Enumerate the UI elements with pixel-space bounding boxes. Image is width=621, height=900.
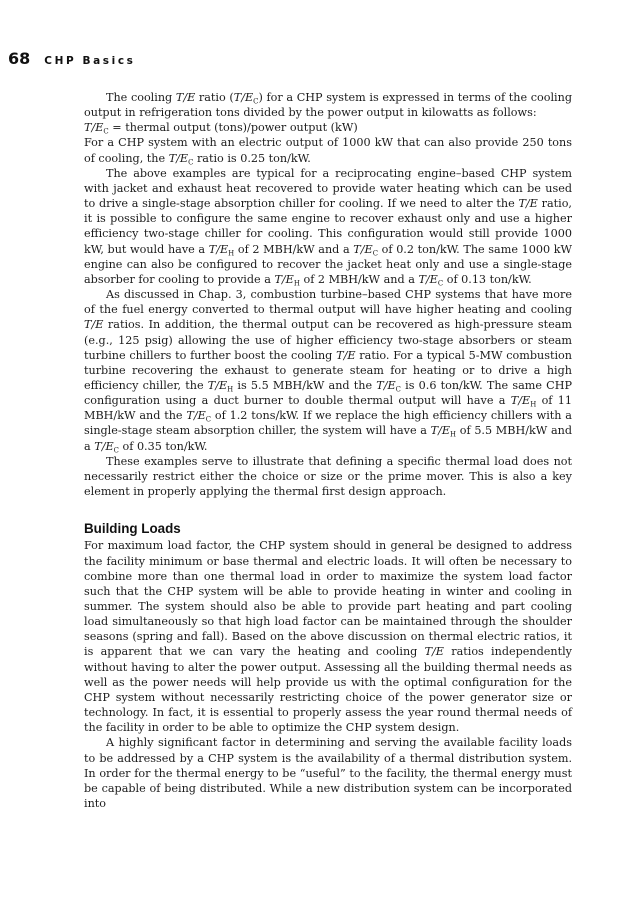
paragraph-reciprocating-engine-example: The above examples are typical for a reciprocating engine–based CHP system with jacket and exhaust heat recovered to provide water heating which can be used to drive a single-stage absorption chiller for cooling. If we need to alter the T/E ratio, it is possible to configure the same engine to recover exhaust only and use a higher efficiency two-stage chiller for cooling. This configuration would still provide 1000 kW, but would have a $T/E_H$ of 2 MBH/kW and a $T/E_C$ of 0.2 ton/kW. The same 1000 kW engine can also be configured to recover the jacket heat only and use a single-stage absorber for cooling to provide a $T/E_H$ of 2 MBH/kW and a $T/E_C$ of 0.13 ton/kW. — [84, 166, 572, 288]
body-text — [84, 90, 572, 811]
paragraph-building-loads: For maximum load factor, the CHP system should in general be designed to address the facility minimum or base thermal and electric loads. It will often be necessary to combine more than one thermal load in order to maximize the system load factor such that the CHP system will be able to provide heating in winter and cooling in summer. The system should also be able to provide part heating and part cooling load simultaneously so that high load factor can be maintained through the shoulder seasons (spring and fall). Based on the above discussion on thermal electric ratios, it is apparent that we can vary the heating and cooling T/E ratios independently without having to alter the power output. Assessing all the building thermal needs as well as the power needs will help provide us with the optimal configuration for the CHP system without necessarily restricting choice of the power generator size or technology. In fact, it is essential to properly assess the year round thermal needs of the facility in order to be able to optimize the CHP system design. — [84, 539, 572, 735]
running-section-title: CHP Basics — [44, 55, 136, 67]
page-number: 68 — [8, 49, 31, 68]
paragraph-examples-summary: These examples serve to illustrate that defining a specific thermal load does not necessarily restrict either the choice or size or the prime mover. This is also a key element in properly applying the thermal first design approach. — [84, 454, 572, 499]
paragraph-combustion-turbine-example: As discussed in Chap. 3, combustion turbine–based CHP systems that have more of the fuel energy converted to thermal output will have higher heating and cooling T/E ratios. In addition, the thermal output can be recovered as high-pressure steam (e.g., 125 psig) allowing the use of higher efficiency two-stage absorbers or steam turbine chillers to further boost the cooling T/E ratio. For a typical 5-MW combustion turbine recovering the exhaust to generate steam for heating or to drive a high efficiency chiller, the $T/E_H$ is 5.5 MBH/kW and the $T/E_C$ is 0.6 ton/kW. The same CHP configuration using a duct burner to double thermal output will have a $T/E_H$ of 11 MBH/kW and the $T/E_C$ of 1.2 tons/kW. If we replace the high efficiency chillers with a single-stage steam absorption chiller, the system will have a $T/E_H$ of 5.5 MBH/kW and a $T/E_C$ of 0.35 ton/kW. — [84, 288, 572, 455]
section-heading-building-loads: Building Loads — [84, 521, 181, 537]
paragraph-thermal-distribution: A highly significant factor in determining and serving the available facility loads to be addressed by a CHP system is the availability of a thermal distribution system. In order for the thermal energy to be “useful” to the facility, the thermal energy must be capable of being distributed. While a new distribution system can be incorporated into — [84, 736, 572, 811]
paragraph-cooling-example: For a CHP system with an electric output of 1000 kW that can also provide 250 tons of cooling, the $T/E_C$ ratio is 0.25 ton/kW. — [84, 136, 572, 167]
cooling-ratio-formula: $T/E_C$ = thermal output (tons)/power output (kW) — [84, 121, 358, 136]
paragraph-cooling-ratio-definition: The cooling T/E ratio $(T/E_C)$ for a CHP system is expressed in terms of the cooling output in refrigeration tons divided by the power output in kilowatts as follows: — [84, 91, 572, 120]
running-head — [8, 49, 136, 69]
